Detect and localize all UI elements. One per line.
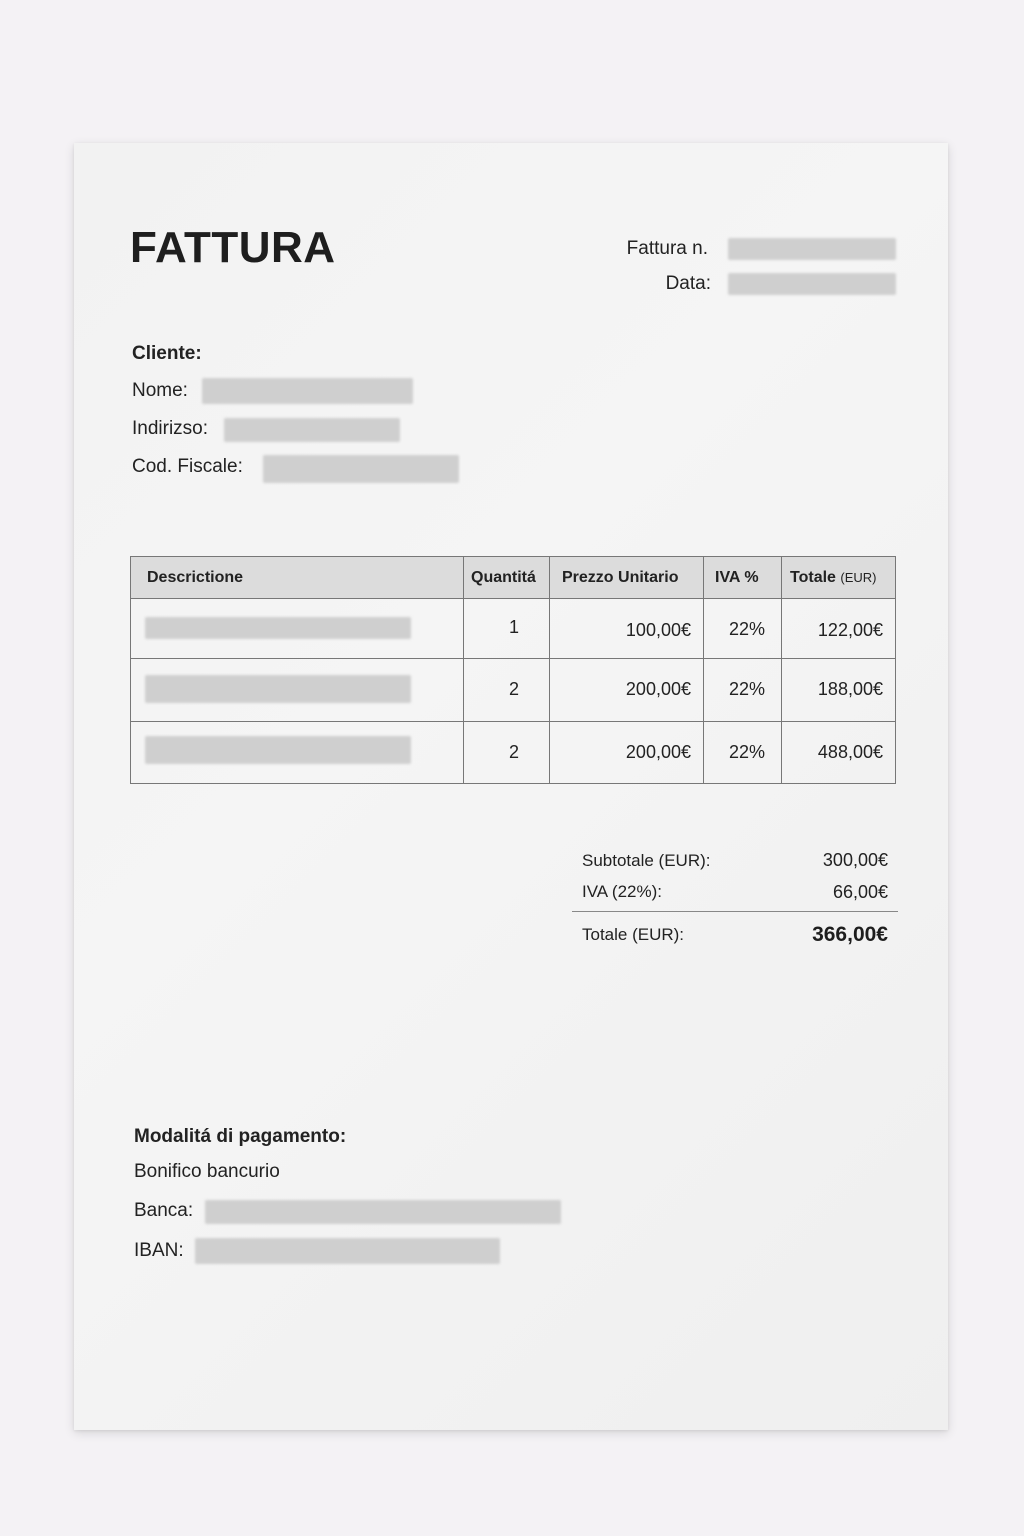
invoice-number-label: Fattura n. (626, 238, 708, 259)
row-3-total: 488,00€ (817, 742, 883, 762)
client-heading: Cliente: (132, 343, 202, 364)
summary-divider (572, 911, 898, 912)
row-2-vat: 22% (729, 679, 766, 699)
row-2-description-redacted (145, 675, 411, 703)
grand-total-label: Totale (EUR): (582, 925, 685, 944)
column-divider (549, 557, 550, 783)
row-1-unit-price: 100,00€ (625, 620, 691, 640)
client-name-redacted (202, 378, 413, 404)
client-name-label: Nome: (132, 380, 188, 401)
row-3-description-redacted (145, 736, 411, 764)
items-table (130, 556, 896, 784)
row-1-total: 122,00€ (817, 620, 883, 640)
client-address-label: Indirizso: (132, 418, 209, 439)
subtotal-value: 300,00€ (822, 850, 888, 870)
payment-method: Bonifico bancurio (134, 1161, 280, 1182)
client-tax-code-redacted (263, 455, 459, 483)
row-3-unit-price: 200,00€ (625, 742, 691, 762)
row-1-quantity: 1 (509, 617, 520, 637)
row-1-description-redacted (145, 617, 411, 639)
row-3-quantity: 2 (509, 742, 520, 762)
column-divider (703, 557, 704, 783)
subtotal-label: Subtotale (EUR): (582, 851, 711, 870)
column-divider (781, 557, 782, 783)
document-title: FATTURA (130, 223, 336, 272)
vat-summary-value: 66,00€ (832, 882, 888, 902)
row-divider (131, 658, 895, 659)
row-2-unit-price: 200,00€ (625, 679, 691, 699)
row-divider (131, 721, 895, 722)
invoice-date-label: Data: (665, 273, 711, 294)
column-divider (463, 557, 464, 783)
client-tax-code-label: Cod. Fiscale: (132, 456, 243, 477)
header-total-unit: (EUR) (840, 570, 877, 585)
iban-label: IBAN: (134, 1240, 184, 1261)
row-3-vat: 22% (729, 742, 766, 762)
header-description: Descrictione (147, 569, 244, 586)
grand-total-value: 366,00€ (812, 923, 888, 946)
invoice-date-redacted (728, 273, 896, 295)
iban-redacted (195, 1238, 500, 1264)
row-2-quantity: 2 (509, 679, 520, 699)
header-quantity: Quantitá (471, 569, 536, 586)
row-2-total: 188,00€ (817, 679, 883, 699)
header-vat: IVA % (715, 569, 759, 586)
vat-summary-label: IVA (22%): (582, 882, 662, 901)
header-total-label: Totale (790, 569, 836, 586)
payment-heading: Modalitá di pagamento: (134, 1126, 347, 1147)
invoice-number-redacted (728, 238, 896, 260)
bank-redacted (205, 1200, 561, 1224)
header-total (790, 557, 877, 599)
header-unit-price: Prezzo Unitario (562, 569, 679, 586)
bank-label: Banca: (134, 1200, 194, 1221)
invoice-sheet (74, 143, 948, 1430)
client-address-redacted (224, 418, 400, 442)
row-1-vat: 22% (729, 619, 766, 639)
